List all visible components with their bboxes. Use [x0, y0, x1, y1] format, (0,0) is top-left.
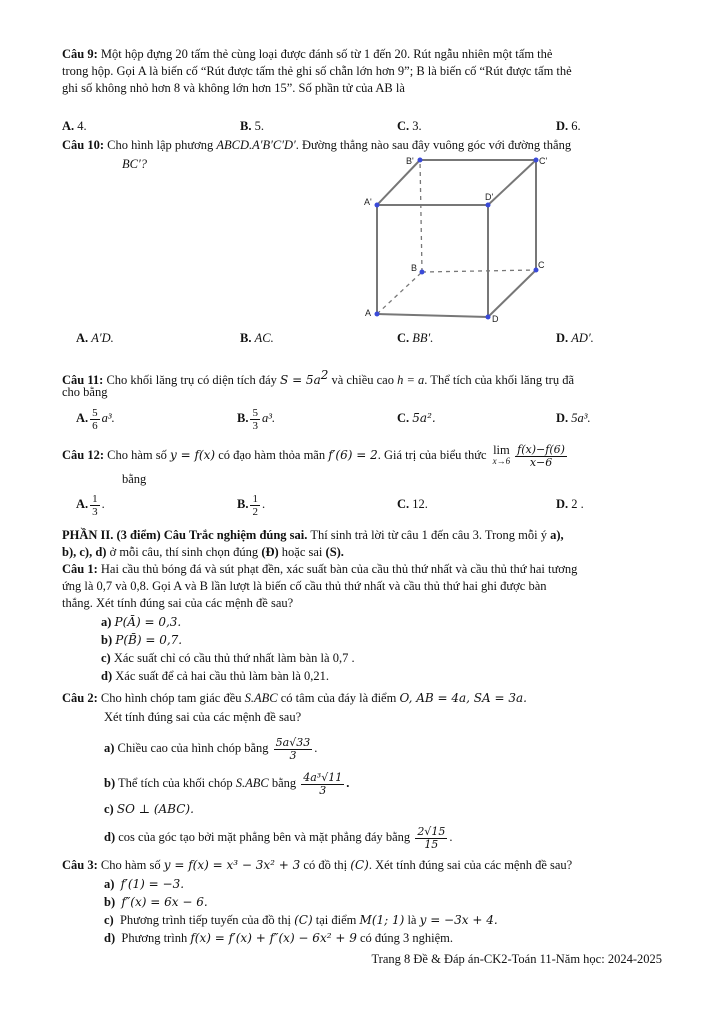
option-letter: C. — [397, 119, 410, 133]
numerator: 5 — [252, 406, 258, 419]
option-letter: A. — [76, 331, 89, 345]
item-text1: Phương trình — [121, 931, 188, 945]
label-a1: A' — [364, 197, 372, 207]
q12-text2: có đạo hàm thỏa mãn — [218, 448, 326, 462]
option-text: 5a³. — [571, 411, 591, 425]
item-text: cos của góc tạo bởi mặt phẳng bên và mặt phẳng đáy bằng — [118, 830, 411, 844]
q12-option-a: A. $\frac{1}{3}$ . — [76, 492, 105, 518]
q11-height: h = a — [397, 373, 425, 388]
q12-limit — [493, 445, 511, 467]
p2-label: Câu 2: — [62, 691, 98, 705]
numerator: 1 — [92, 492, 98, 505]
item-label: a) — [104, 877, 115, 891]
option-letter: B. — [240, 119, 252, 133]
item-label: c) — [104, 913, 114, 927]
item-text: P(B̄) = 0,7. — [115, 633, 183, 647]
q11-line1 — [62, 367, 574, 388]
vertex-a1 — [375, 203, 380, 208]
vertex-c1 — [534, 158, 539, 163]
p3-func: y = f(x) = x³ − 3x² + 3 — [163, 858, 301, 872]
item-label: c) — [101, 651, 111, 665]
p1-line2: ứng là 0,7 và 0,8. Gọi A và B lần lượt là biến cố cầu thủ thứ nhất và cầu thủ thứ hai ghi được bàn — [62, 579, 547, 593]
q11-text2: và chiều cao — [331, 373, 394, 388]
p1-text1: Hai cầu thủ bóng đá và sút phạt đền, xác suất bàn của cầu thủ thứ nhất và cầu thủ thứ hai tương — [100, 562, 578, 576]
option-text: A′D. — [91, 331, 114, 345]
q10-option-a — [76, 330, 114, 346]
q9-option-c — [397, 118, 422, 134]
q9-text-1: Một hộp đựng 20 tấm thẻ cùng loại được đánh số từ 1 đến 20. Rút ngẫu nhiên một tấm thẻ — [100, 47, 553, 61]
item-label: d) — [101, 669, 113, 683]
p3-item-c — [104, 912, 498, 928]
option-text: AD′. — [571, 331, 594, 345]
lim-word: lim — [493, 443, 510, 458]
q10-option-b — [240, 330, 274, 346]
item-label: c) — [104, 802, 114, 816]
item-text2: bằng — [271, 776, 297, 790]
part2-items-a: a), — [550, 528, 564, 542]
p2-line2: Xét tính đúng sai của các mệnh đề sau? — [104, 710, 302, 724]
option-tail: a³. — [101, 411, 115, 425]
label-d: D — [492, 314, 499, 324]
option-letter: A. — [76, 497, 89, 511]
p2-item-a — [104, 733, 317, 763]
option-letter: D. — [556, 331, 569, 345]
item-label: b) — [104, 895, 116, 909]
item-point: M(1; 1) — [359, 913, 405, 927]
option-letter: C. — [397, 331, 410, 345]
item-text2: tại điểm — [315, 913, 357, 927]
part2-line2 — [62, 544, 344, 560]
q11-area: S = 5a — [280, 373, 321, 388]
fraction — [301, 772, 344, 797]
denominator: 3 — [319, 783, 327, 797]
item-label: b) — [104, 776, 116, 790]
numerator: f(x)−f(6) — [517, 442, 565, 456]
p2-item-b — [104, 768, 349, 798]
p3-line1 — [62, 857, 572, 873]
q10-cube-name: ABCD.A′B′C′D′ — [216, 138, 296, 152]
edge-a1-b1 — [377, 160, 420, 205]
q9-label: Câu 9: — [62, 47, 98, 61]
q9-option-d — [556, 118, 581, 134]
q12-func: y = f(x) — [170, 448, 216, 462]
item-label: d) — [104, 830, 116, 844]
item-text3: là — [407, 913, 417, 927]
option-letter: B. — [237, 497, 249, 511]
q12-line1 — [62, 440, 569, 470]
option-tail: a³. — [261, 411, 276, 425]
part2-title: PHẦN II. (3 điểm) Câu Trắc nghiệm đúng sai. — [62, 528, 308, 542]
q11-label: Câu 11: — [62, 373, 104, 388]
numerator: 1 — [252, 492, 258, 505]
edge-d-c — [488, 270, 536, 317]
fraction — [90, 407, 100, 432]
part2-text1: Thí sinh trả lời từ câu 1 đến câu 3. Trong mỗi ý — [310, 528, 547, 542]
p1-label: Câu 1: — [62, 562, 98, 576]
label-c: C — [538, 260, 545, 270]
label-b1: B' — [406, 156, 414, 166]
label-a: A — [365, 308, 372, 318]
item-label: b) — [101, 633, 113, 647]
item-label: d) — [104, 931, 116, 945]
numerator: 5a√33 — [275, 735, 311, 749]
item-text: f′(1) = −3. — [120, 877, 185, 891]
q11-area-exp: 2 — [320, 368, 329, 382]
page-footer: Trang 8 Đề & Đáp án-CK2-Toán 11-Năm học: 2024-2025 — [371, 952, 662, 966]
q11-text1: Cho khối lăng trụ có diện tích đáy — [106, 373, 277, 388]
fraction — [90, 493, 100, 518]
p2-item-c — [104, 801, 194, 817]
item-end: . — [449, 830, 453, 844]
q12-text3: . Giá trị của biểu thức — [377, 448, 487, 462]
p2-pyr: S.ABC — [244, 691, 278, 705]
denominator: x−6 — [529, 455, 553, 469]
option-letter: B. — [237, 411, 249, 425]
option-letter: D. — [556, 497, 569, 511]
option-text: 5. — [254, 119, 264, 133]
part2-line1 — [62, 527, 564, 543]
q9-line1 — [62, 46, 552, 62]
item-label: a) — [104, 741, 115, 755]
q12-deriv: f′(6) = 2 — [328, 448, 378, 462]
fraction — [415, 826, 447, 851]
p1-item-b — [101, 632, 182, 648]
q11-option-a — [76, 404, 115, 432]
fraction — [274, 737, 313, 762]
q9-option-a — [62, 118, 87, 134]
q10-option-d — [556, 330, 594, 346]
p2-text2: có tâm của đáy là điểm — [280, 691, 397, 705]
q12-option-d — [556, 496, 584, 512]
p1-item-c — [101, 650, 355, 666]
q11-text3: . Thể tích của khối lăng trụ đã — [424, 373, 575, 388]
vertex-d — [486, 315, 491, 320]
item-end: . — [346, 776, 350, 790]
numerator: 5 — [92, 406, 98, 419]
item-eq: y = −3x + 4. — [419, 913, 498, 927]
p3-label: Câu 3: — [62, 858, 98, 872]
p3-item-b — [104, 894, 208, 910]
cube-figure — [360, 150, 560, 325]
p1-item-d — [101, 668, 329, 684]
vertex-b — [420, 270, 425, 275]
part2-false-mark: (S). — [325, 545, 344, 559]
denominator: 3 — [289, 748, 297, 762]
p2-cond: O, AB = 4a, SA = 3a. — [399, 691, 527, 705]
q12-option-c — [397, 496, 428, 512]
option-text: 2 . — [571, 497, 584, 511]
item-text1: Phương trình tiếp tuyến của đồ thị — [119, 913, 291, 927]
p1-line3: thắng. Xét tính đúng sai của các mệnh đề sau? — [62, 596, 294, 610]
p3-text2: có đồ thị — [303, 858, 348, 872]
option-text: 12. — [412, 497, 428, 511]
q11-option-c — [397, 410, 436, 426]
denominator: 6 — [92, 419, 98, 432]
edge-d1-c1 — [488, 160, 536, 205]
option-letter: A. — [76, 411, 89, 425]
part2-items-bcd: b), c), d) — [62, 545, 107, 559]
denominator: 3 — [252, 419, 258, 432]
vertex-a — [375, 312, 380, 317]
item-text: Chiều cao của hình chóp bằng — [117, 741, 269, 755]
item-text: P(Ā) = 0,3. — [114, 615, 182, 629]
option-text: 5a². — [412, 411, 436, 425]
item-pyr: S.ABC — [235, 776, 269, 790]
item-text: Thể tích của khối chóp — [118, 776, 233, 790]
option-text: 4. — [77, 119, 87, 133]
edge-a-d — [377, 314, 488, 317]
part2-text2: ở mỗi câu, thí sinh chọn đúng — [109, 545, 259, 559]
numerator: 4a³√11 — [303, 770, 343, 784]
item-text2: có đúng 3 nghiệm. — [359, 931, 454, 945]
q10-line-name: BC′? — [122, 157, 147, 171]
label-b: B — [411, 263, 418, 273]
option-letter: D. — [556, 119, 569, 133]
item-label: a) — [101, 615, 112, 629]
item-text: Xác suất để cả hai cầu thủ làm bàn là 0,21. — [115, 669, 330, 683]
q12-line2: bằng — [122, 472, 147, 486]
q10-label: Câu 10: — [62, 138, 105, 152]
item-text: f″(x) = 6x − 6. — [121, 895, 208, 909]
option-text: BB′. — [412, 331, 434, 345]
q10-option-c — [397, 330, 433, 346]
option-letter: B. — [240, 331, 252, 345]
p3-text3: . Xét tính đúng sai của các mệnh đề sau? — [368, 858, 573, 872]
part2-true-mark: (Đ) — [261, 545, 279, 559]
p3-item-d — [104, 930, 453, 946]
option-text: 6. — [571, 119, 581, 133]
item-end: . — [314, 741, 318, 755]
denominator: 15 — [424, 837, 439, 851]
q10-text2: . Đường thẳng nào sau đây vuông góc với đường thẳng — [295, 138, 572, 152]
p2-item-d — [104, 822, 452, 852]
label-d1: D' — [485, 192, 494, 202]
q12-option-b: B. $\frac{1}{2}$ . — [237, 492, 266, 518]
option-letter: A. — [62, 119, 75, 133]
item-graph: (C) — [294, 913, 313, 927]
p3-graph: (C) — [350, 858, 369, 872]
p2-line1 — [62, 690, 527, 706]
option-text: AC. — [254, 331, 274, 345]
q11-option-b — [237, 404, 275, 432]
option-text: 3. — [412, 119, 422, 133]
item-eq: f(x) = f′(x) + f″(x) − 6x² + 9 — [190, 931, 357, 945]
edge-b-b1 — [420, 160, 422, 272]
numerator: 2√15 — [417, 824, 446, 838]
vertex-b1 — [418, 158, 423, 163]
edge-a-b — [377, 272, 422, 314]
p1-line1 — [62, 561, 577, 577]
label-c1: C' — [539, 156, 548, 166]
q9-line3: ghi số không nhỏ hơn 8 và không lớn hơn 15”. Số phần tử của AB là — [62, 81, 405, 95]
denominator: 2 — [252, 505, 258, 518]
q11-line2: cho bằng — [62, 385, 108, 399]
p3-item-a — [104, 876, 184, 892]
p1-item-a — [101, 614, 181, 630]
vertex-d1 — [486, 203, 491, 208]
q12-fraction — [515, 444, 567, 469]
q10-text: Cho hình lập phương — [107, 138, 214, 152]
fraction — [250, 493, 260, 518]
q9-line2: trong hộp. Gọi A là biến cố “Rút được tấm thẻ ghi số chẵn lớn hơn 9”; B là biến cố “Rút được tấm thẻ — [62, 64, 572, 78]
lim-sub: x→6 — [492, 456, 511, 467]
option-letter: C. — [397, 411, 410, 425]
fraction — [250, 407, 260, 432]
part2-text3: hoặc sai — [281, 545, 323, 559]
denominator: 3 — [92, 505, 98, 518]
option-letter: D. — [556, 411, 569, 425]
q12-text1: Cho hàm số — [107, 448, 167, 462]
q11-option-d — [556, 410, 591, 426]
item-text: Xác suất chỉ có cầu thủ thứ nhất làm bàn là 0,7 . — [113, 651, 355, 665]
q12-label: Câu 12: — [62, 448, 105, 462]
option-letter: C. — [397, 497, 410, 511]
item-text: SO ⊥ (ABC). — [116, 802, 194, 816]
p3-text1: Cho hàm số — [100, 858, 161, 872]
q9-option-b — [240, 118, 264, 134]
p2-text1: Cho hình chóp tam giác đều — [100, 691, 242, 705]
edge-b-c — [422, 270, 536, 272]
